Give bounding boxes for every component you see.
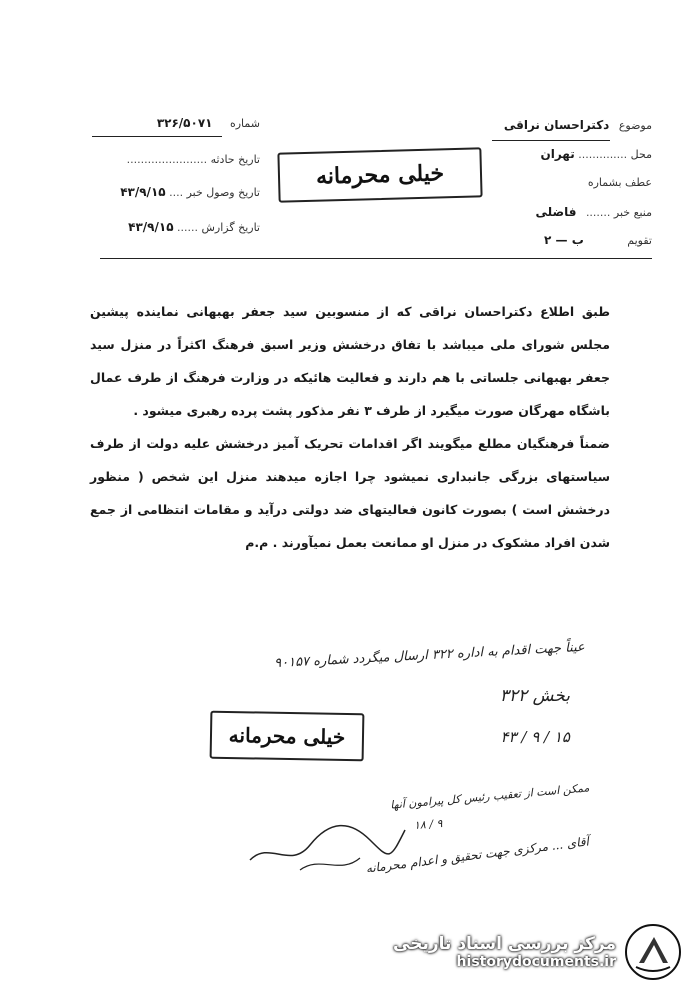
subject-row: [504, 118, 652, 132]
source-row: منبع خبر ....... فاضلی: [535, 205, 652, 219]
rating-label: تقویم: [627, 234, 652, 247]
ref-row: [588, 176, 652, 189]
event-date-row: تاریخ حادثه .......................: [126, 153, 260, 166]
source-label: منبع خبر: [613, 206, 652, 219]
place-value: تهران: [540, 147, 575, 161]
report-value: ۴۳/۹/۱۵: [128, 220, 174, 234]
archive-url[interactable]: historydocuments.ir: [456, 954, 616, 970]
stamp-text-bottom: خیلی محرمانه: [228, 722, 346, 750]
subject-label: موضوع: [618, 119, 652, 132]
number-underline: [92, 136, 222, 137]
header-bottom-rule: [100, 258, 652, 259]
rating-row: [544, 233, 652, 247]
handwritten-forwarding-note: عیناً جهت اقدام به اداره ۳۲۲ ارسال میگردد شماره ۹۰۱۵۷: [273, 639, 586, 672]
archive-brand-text: [393, 934, 616, 970]
number-row: [157, 116, 260, 130]
subject-underline: [492, 140, 610, 141]
body-paragraph-2: ضمناً فرهنگیان مطلع میگویند اگر اقدامات تحریک آمیز درخشش علیه دولت از طرف سیاستهای بزرگی جانبداری نمیشود چرا اجازه میدهند منزل این شخص ( منظور درخشش است ) بصورت کانون فعالیتهای ضد دولتی درآید و مقامات انتظامی از جمع شدن افراد مشکوک در منزل او ممانعت بعمل نمیآورند . م.م: [90, 436, 610, 550]
rating-value: ب — ۲: [544, 233, 584, 247]
report-row: تاریخ گزارش ...... ۴۳/۹/۱۵: [128, 220, 260, 234]
place-row: محل .............. تهران: [540, 147, 652, 161]
handwritten-section-number: بخش ۳۲۲: [499, 686, 570, 706]
number-label: شماره: [229, 117, 260, 130]
classification-stamp-top: [277, 147, 482, 202]
report-body: [90, 295, 610, 559]
source-value: فاضلی: [535, 205, 577, 219]
body-paragraph-1: طبق اطلاع دکتراحسان نراقی که از منسوبین سید جعفر بهبهانی نماینده پیشین مجلس شورای ملی میباشد با تفاق درخشش وزیر اسبق فرهنگ اکثراً در منزل سید جعفر بهبهانی جلساتی با هم دارند و فعالیت هائیکه در وزارت فرهنگ از طرف عمال باشگاه مهرگان صورت میگیرد از طرف ۳ نفر مذکور پشت پرده رهبری میشود .: [90, 304, 610, 418]
received-label: تاریخ وصول خبر: [186, 186, 260, 199]
signature-scribble: [240, 800, 410, 880]
event-date-label: تاریخ حادثه: [210, 153, 260, 166]
handwritten-note-line-1: ممکن است از تعقیب رئیس کل پیرامون آنها: [390, 781, 591, 812]
ref-label: عطف بشماره: [587, 176, 652, 189]
report-label: تاریخ گزارش: [201, 221, 260, 234]
classification-stamp-bottom: [210, 711, 365, 762]
place-label: محل: [630, 148, 652, 161]
number-value: ۳۲۶/۵۰۷۱: [156, 116, 213, 130]
handwritten-note-line-2: آقای ... مرکزی جهت تحقیق و اعدام محرمانه: [365, 834, 591, 876]
received-row: تاریخ وصول خبر .... ۴۳/۹/۱۵: [120, 185, 260, 199]
stamp-text: خیلی محرمانه: [315, 160, 445, 190]
archive-logo-icon: [624, 923, 682, 981]
handwritten-note-small-date: ۹ / ۱۸: [413, 817, 443, 832]
handwritten-date: ۱۵ / ۹ / ۴۳: [500, 728, 570, 746]
archive-name: مرکز بررسی اسناد تاریخی: [393, 934, 616, 954]
archive-watermark: [392, 922, 682, 982]
received-value: ۴۳/۹/۱۵: [120, 185, 166, 199]
subject-value: دکتراحسان نراقی: [503, 118, 610, 132]
